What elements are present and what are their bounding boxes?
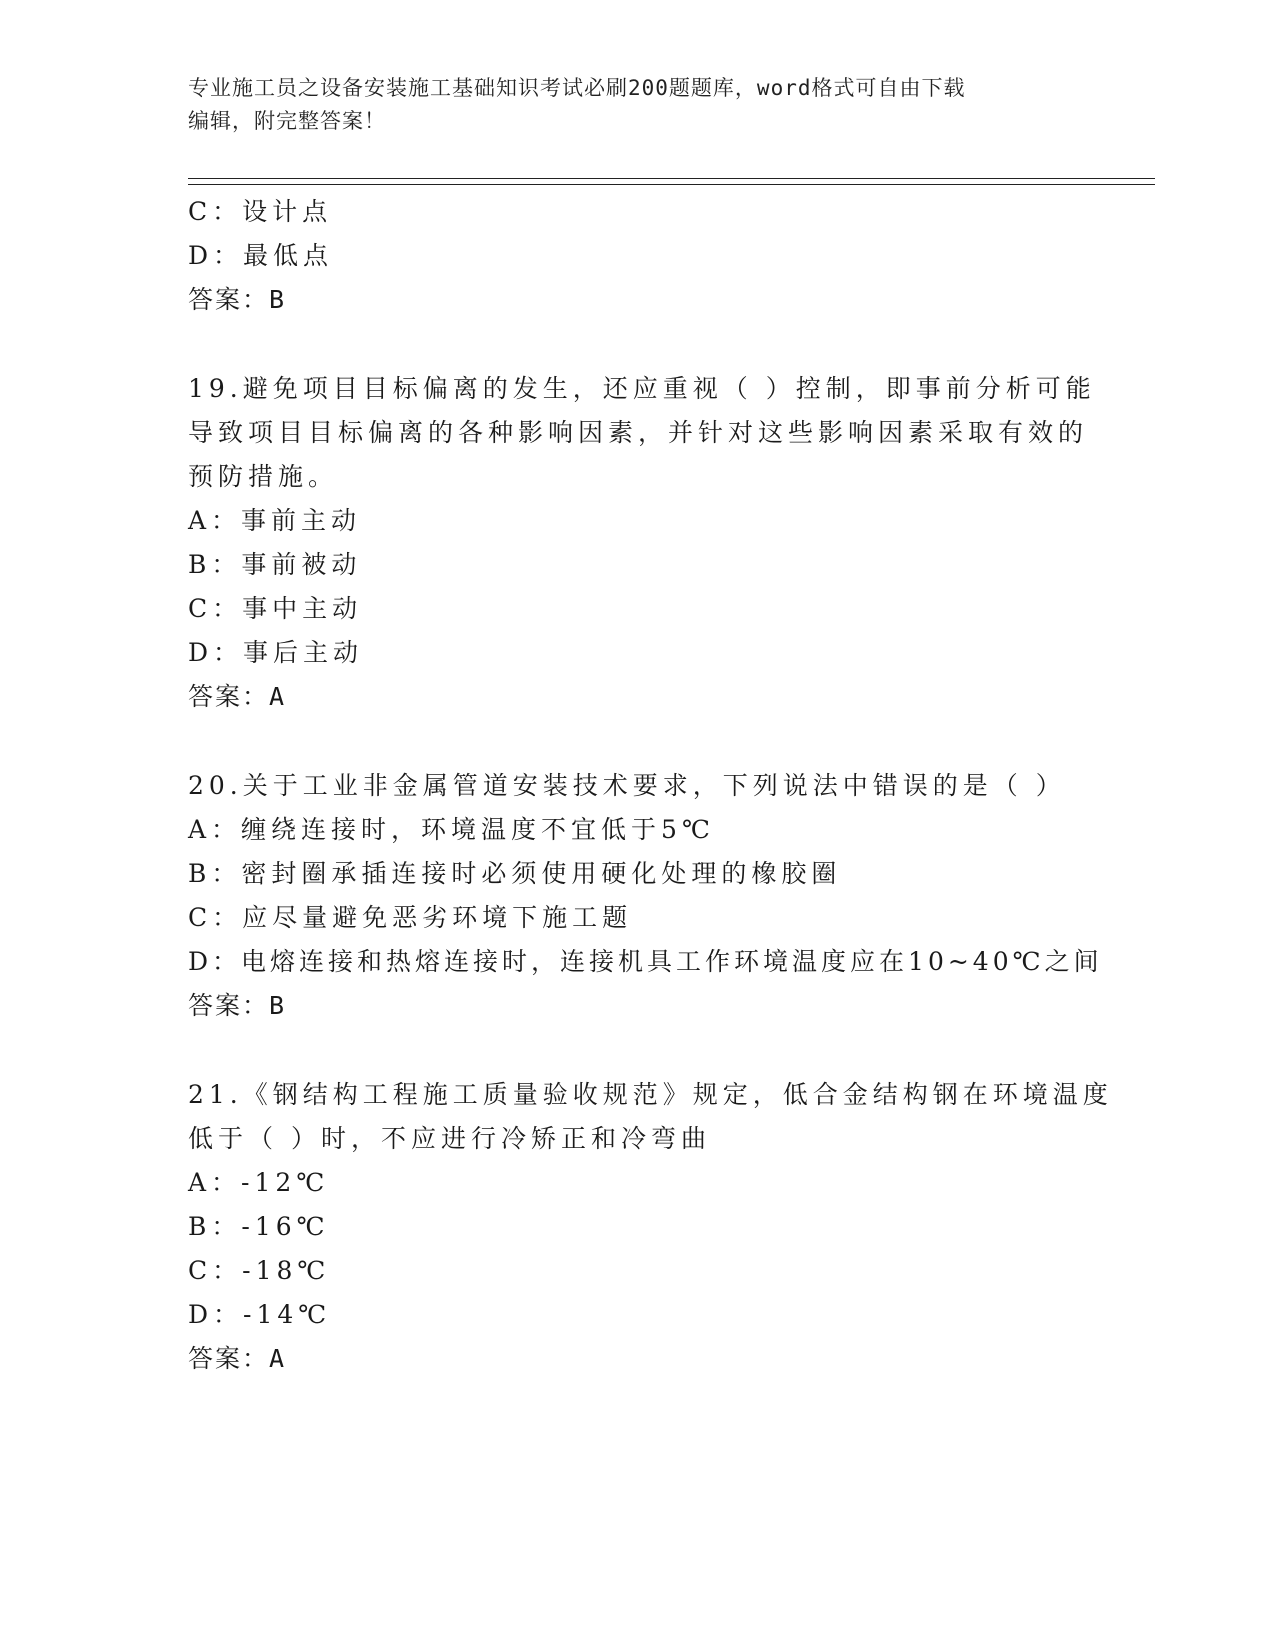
header-title-line-2: 编辑，附完整答案！	[188, 109, 386, 133]
q19-option-d: D：事后主动	[188, 638, 364, 667]
q21-option-a: A：-12℃	[188, 1168, 330, 1197]
q20-answer: 答案：B	[188, 991, 287, 1020]
q20-option-c: C：应尽量避免恶劣环境下施工题	[188, 903, 633, 932]
q21-option-c: C：-18℃	[188, 1256, 331, 1285]
header-divider-top	[188, 178, 1155, 179]
document-header	[188, 72, 1068, 138]
prev-question-option-c: C：设计点	[188, 197, 333, 226]
q20-option-a: A：缠绕连接时，环境温度不宜低于5℃	[188, 815, 715, 844]
q19-stem-line-3: 预防措施。	[188, 462, 339, 491]
q21-option-d: D：-14℃	[188, 1300, 332, 1329]
header-divider-bottom	[188, 184, 1155, 185]
q21-stem-line-2: 低于（ ）时，不应进行冷矫正和冷弯曲	[188, 1124, 711, 1153]
q20-option-b: B：密封圈承插连接时必须使用硬化处理的橡胶圈	[188, 859, 842, 888]
prev-question-option-d: D：最低点	[188, 241, 334, 270]
q19-option-a: A：事前主动	[188, 506, 362, 535]
q21-stem-line-1: 21.《钢结构工程施工质量验收规范》规定，低合金结构钢在环境温度	[188, 1080, 1113, 1109]
q21-answer: 答案：A	[188, 1344, 287, 1373]
q19-option-b: B：事前被动	[188, 550, 362, 579]
q19-answer: 答案：A	[188, 682, 287, 711]
prev-question-answer: 答案：B	[188, 285, 287, 314]
q20-stem-line-1: 20.关于工业非金属管道安装技术要求，下列说法中错误的是（ ）	[188, 771, 1066, 800]
q19-stem-line-2: 导致项目目标偏离的各种影响因素，并针对这些影响因素采取有效的	[188, 418, 1089, 447]
q19-stem-line-1: 19.避免项目目标偏离的发生，还应重视（ ）控制，即事前分析可能	[188, 374, 1096, 403]
q19-option-c: C：事中主动	[188, 594, 363, 623]
q21-option-b: B：-16℃	[188, 1212, 330, 1241]
header-title-line-1: 专业施工员之设备安装施工基础知识考试必刷200题题库，word格式可自由下载	[188, 76, 966, 100]
q20-option-d: D：电熔连接和热熔连接时，连接机具工作环境温度应在10~40℃之间	[188, 947, 1103, 976]
